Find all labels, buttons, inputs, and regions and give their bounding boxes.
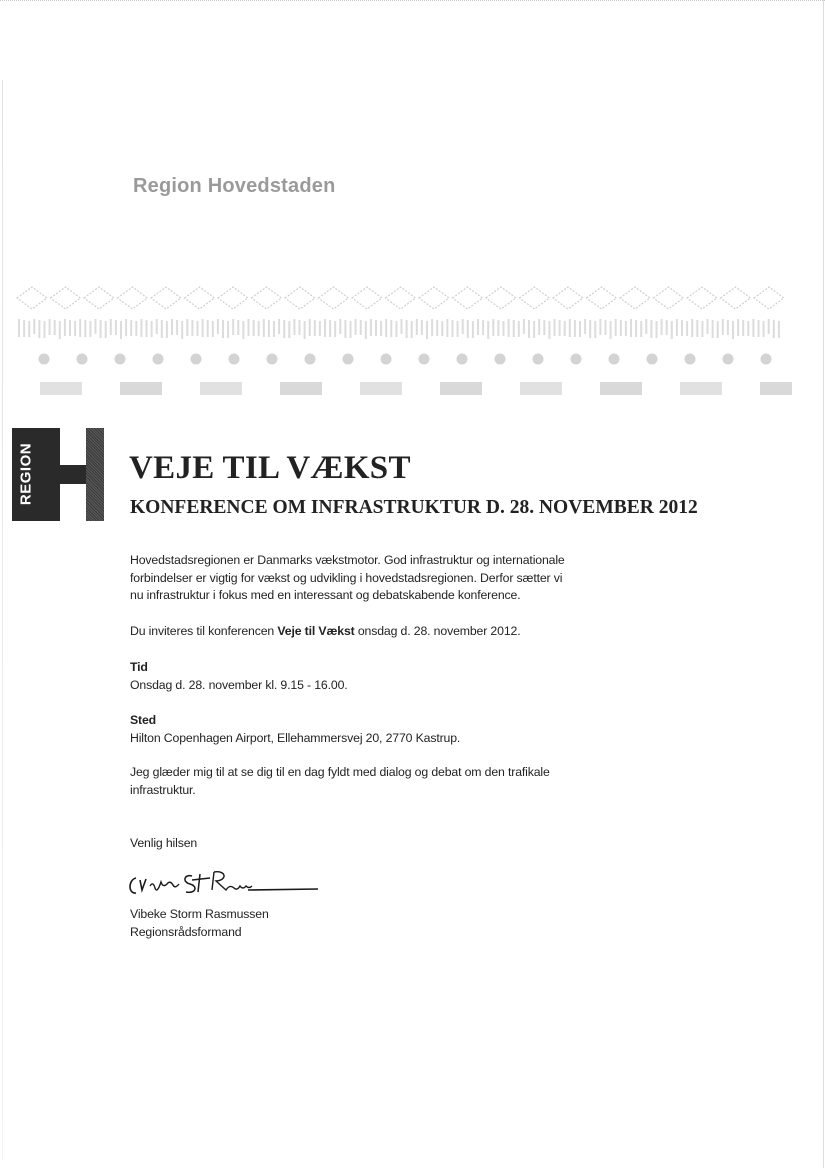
pattern-bar — [625, 321, 627, 336]
pattern-bar — [18, 319, 20, 337]
pattern-bar — [441, 321, 443, 336]
handwritten-signature — [126, 866, 326, 900]
pattern-bar — [105, 321, 107, 338]
pattern-bar — [273, 321, 275, 337]
pattern-bar — [59, 321, 61, 339]
pattern-bar — [329, 320, 331, 337]
pattern-bar — [503, 321, 505, 336]
pattern-bar — [161, 320, 163, 338]
pattern-bar — [599, 319, 601, 335]
pattern-bar — [722, 319, 724, 335]
pattern-bar — [232, 319, 234, 335]
pattern-diamond — [84, 287, 114, 309]
document-title: VEJE TIL VÆKST — [129, 450, 411, 486]
pattern-bar — [513, 320, 515, 337]
pattern-bar — [605, 320, 607, 335]
logo-h-right-stroke — [86, 428, 104, 521]
pattern-bar — [253, 320, 255, 336]
pattern-bar — [610, 321, 612, 339]
pattern-bar — [171, 319, 173, 335]
pattern-diamond — [319, 287, 349, 309]
pattern-bar — [533, 321, 535, 338]
pattern-bar — [319, 321, 321, 336]
pattern-diamond — [185, 287, 215, 309]
pattern-bar — [696, 320, 698, 337]
pattern-bar — [360, 320, 362, 335]
pattern-bar — [406, 320, 408, 338]
pattern-bar — [49, 319, 51, 335]
pattern-block — [600, 382, 642, 395]
pattern-dot — [419, 354, 430, 365]
time-value: Onsdag d. 28. november kl. 9.15 - 16.00. — [130, 677, 348, 692]
pattern-bar — [100, 320, 102, 338]
intro-line: Hovedstadsregionen er Danmarks vækstmotor. God infrastruktur og internationale — [130, 553, 565, 567]
pattern-bar — [130, 320, 132, 336]
pattern-bar — [89, 321, 91, 337]
pattern-dot — [647, 354, 658, 365]
pattern-block — [280, 382, 322, 395]
pattern-bar — [110, 319, 112, 335]
pattern-bar — [472, 321, 474, 338]
pattern-bar — [635, 320, 637, 337]
intro-line: forbindelser er vigtig for vækst og udvikling i hovedstadsregionen. Derfor sætter vi — [130, 570, 563, 585]
pattern-bar — [222, 320, 224, 338]
pattern-bar — [324, 319, 326, 337]
pattern-bar — [146, 320, 148, 337]
pattern-bar — [518, 321, 520, 337]
pattern-diamond — [553, 287, 583, 309]
pattern-bar — [681, 320, 683, 336]
pattern-bar — [462, 319, 464, 334]
pattern-bar — [115, 320, 117, 335]
pattern-bar — [712, 320, 714, 338]
pattern-dot — [115, 354, 126, 365]
pattern-bar — [477, 319, 479, 335]
organization-header: Region Hovedstaden — [133, 175, 336, 197]
pattern-bar — [426, 321, 428, 339]
pattern-bar — [344, 320, 346, 338]
pattern-bar — [278, 319, 280, 334]
closing-line: Jeg glæder mig til at se dig til en dag fyldt med dialog og debat om den trafikale — [130, 765, 550, 779]
pattern-bar — [242, 321, 244, 339]
pattern-dot — [761, 354, 772, 365]
pattern-dot — [723, 354, 734, 365]
pattern-bar — [528, 320, 530, 338]
pattern-dot — [685, 354, 696, 365]
pattern-block — [680, 382, 722, 395]
pattern-diamond — [453, 287, 483, 309]
pattern-bar — [492, 319, 494, 336]
pattern-block — [360, 382, 402, 395]
pattern-bar — [299, 320, 301, 335]
place-label: Sted — [130, 713, 157, 727]
pattern-dot — [191, 354, 202, 365]
pattern-bar — [436, 320, 438, 336]
pattern-bar — [707, 319, 709, 334]
pattern-dot — [571, 354, 582, 365]
pattern-bar — [135, 321, 137, 336]
pattern-bar — [191, 320, 193, 336]
pattern-bar — [151, 321, 153, 337]
pattern-bar — [747, 321, 749, 336]
pattern-dot — [229, 354, 240, 365]
document-subtitle: KONFERENCE OM INFRASTRUKTUR D. 28. NOVEMBER 2012 — [130, 497, 698, 518]
pattern-diamond — [620, 287, 650, 309]
decorative-pattern-band — [14, 278, 792, 403]
signer-name: Vibeke Storm Rasmussen — [130, 907, 269, 921]
pattern-bar — [579, 321, 581, 337]
closing-paragraph — [130, 764, 610, 799]
pattern-bar — [79, 319, 81, 337]
pattern-dot — [39, 354, 50, 365]
pattern-bar — [314, 320, 316, 336]
pattern-diamond — [118, 287, 148, 309]
closing-line: infrastruktur. — [130, 782, 196, 797]
pattern-bar — [33, 319, 35, 334]
intro-line: nu infrastruktur i fokus med en interessant og debatskabende konference. — [130, 588, 521, 602]
pattern-bar — [564, 321, 566, 336]
pattern-bar — [661, 319, 663, 335]
pattern-bar — [569, 319, 571, 337]
pattern-dot — [267, 354, 278, 365]
invitation-text-before: Du inviteres til konferencen — [130, 624, 278, 638]
pattern-bar — [64, 319, 66, 336]
pattern-bar — [401, 319, 403, 334]
pattern-diamond — [486, 287, 516, 309]
pattern-bar — [380, 321, 382, 336]
pattern-bar — [309, 319, 311, 336]
pattern-bar — [691, 319, 693, 337]
pattern-diamond — [520, 287, 550, 309]
pattern-bar — [339, 319, 341, 334]
pattern-bar — [38, 320, 40, 338]
pattern-bar — [686, 321, 688, 336]
pattern-bar — [457, 321, 459, 337]
time-label: Tid — [130, 660, 148, 674]
pattern-bar — [120, 321, 122, 339]
pattern-diamond — [252, 287, 282, 309]
pattern-bar — [482, 320, 484, 335]
intro-paragraph — [130, 552, 610, 605]
pattern-bar — [156, 319, 158, 334]
pattern-block — [440, 382, 482, 395]
pattern-bar — [237, 320, 239, 335]
pattern-bar — [467, 320, 469, 338]
pattern-bar — [431, 319, 433, 336]
logo-text-panel — [12, 428, 40, 521]
pattern-bar — [74, 321, 76, 336]
pattern-bar — [258, 321, 260, 336]
pattern-bar — [656, 321, 658, 338]
pattern-bar — [671, 321, 673, 339]
pattern-bar — [54, 320, 56, 335]
pattern-diamond — [352, 287, 382, 309]
pattern-diamond — [17, 287, 47, 309]
pattern-block — [200, 382, 242, 395]
pattern-bar — [334, 321, 336, 337]
pattern-diamond — [51, 287, 81, 309]
pattern-bar — [523, 319, 525, 334]
pattern-bar — [574, 320, 576, 337]
pattern-bar — [763, 321, 765, 337]
pattern-bar — [676, 319, 678, 336]
pattern-bar — [543, 320, 545, 335]
pattern-bar — [497, 320, 499, 336]
pattern-diamond — [754, 287, 784, 309]
pattern-bar — [737, 319, 739, 336]
pattern-bar — [28, 321, 30, 337]
pattern-bar — [69, 320, 71, 336]
pattern-dot — [77, 354, 88, 365]
time-section — [130, 659, 610, 694]
pattern-bar — [620, 320, 622, 336]
pattern-bar — [304, 321, 306, 339]
pattern-bar — [166, 321, 168, 338]
pattern-dot — [305, 354, 316, 365]
pattern-bar — [554, 319, 556, 336]
pattern-bar — [84, 320, 86, 337]
pattern-bar — [589, 320, 591, 338]
pattern-bar — [202, 319, 204, 337]
pattern-bar — [640, 321, 642, 337]
pattern-bar — [288, 321, 290, 338]
pattern-bar — [559, 320, 561, 336]
pattern-bar — [181, 321, 183, 339]
pattern-dot — [381, 354, 392, 365]
greeting: Venlig hilsen — [130, 836, 198, 850]
scan-edge-top — [0, 0, 825, 7]
pattern-bar — [758, 320, 760, 337]
pattern-block — [40, 382, 82, 395]
invitation-text-after: onsdag d. 28. november 2012. — [354, 624, 521, 638]
pattern-bar — [446, 319, 448, 337]
pattern-bar — [44, 321, 46, 338]
pattern-bar — [176, 320, 178, 335]
pattern-diamond — [386, 287, 416, 309]
pattern-diamond — [285, 287, 315, 309]
pattern-bar — [411, 321, 413, 338]
pattern-diamond — [419, 287, 449, 309]
pattern-bar — [197, 321, 199, 336]
pattern-bar — [650, 320, 652, 338]
pattern-bar — [263, 319, 265, 337]
pattern-bar — [268, 320, 270, 337]
pattern-bar — [701, 321, 703, 337]
pattern-dot — [609, 354, 620, 365]
region-logo — [12, 428, 104, 521]
pattern-dot — [343, 354, 354, 365]
pattern-bar — [594, 321, 596, 338]
scan-edge-left — [2, 80, 3, 1160]
pattern-bar — [421, 320, 423, 335]
pattern-bar — [370, 319, 372, 336]
pattern-bar — [390, 320, 392, 337]
logo-h-left-stroke — [40, 428, 60, 521]
pattern-bar — [666, 320, 668, 335]
pattern-bar — [227, 321, 229, 338]
pattern-bar — [778, 321, 780, 338]
pattern-bar — [395, 321, 397, 337]
pattern-bar — [452, 320, 454, 337]
pattern-bar — [768, 319, 770, 334]
pattern-diamond — [151, 287, 181, 309]
pattern-bar — [375, 320, 377, 336]
pattern-dot — [533, 354, 544, 365]
pattern-bar — [365, 321, 367, 339]
pattern-diamond — [218, 287, 248, 309]
pattern-diamond — [587, 287, 617, 309]
pattern-bar — [140, 319, 142, 337]
pattern-bar — [95, 319, 97, 334]
pattern-bar — [548, 321, 550, 339]
pattern-bar — [212, 321, 214, 337]
pattern-bar — [645, 319, 647, 334]
pattern-bar — [355, 319, 357, 335]
signer-block — [130, 906, 610, 941]
pattern-bar — [487, 321, 489, 339]
pattern-bar — [350, 321, 352, 338]
pattern-bar — [207, 320, 209, 337]
pattern-bar — [283, 320, 285, 338]
place-value: Hilton Copenhagen Airport, Ellehammersvej 20, 2770 Kastrup. — [130, 730, 461, 745]
pattern-block — [760, 382, 792, 395]
pattern-bar — [23, 320, 25, 337]
pattern-dot — [457, 354, 468, 365]
pattern-bar — [615, 319, 617, 336]
pattern-block — [520, 382, 562, 395]
pattern-bar — [217, 319, 219, 334]
pattern-bar — [742, 320, 744, 336]
scan-edge-right — [823, 0, 824, 1168]
pattern-bar — [727, 320, 729, 335]
pattern-bar — [584, 319, 586, 334]
pattern-dot — [153, 354, 164, 365]
pattern-diamond — [687, 287, 717, 309]
pattern-bar — [773, 320, 775, 338]
pattern-bar — [293, 319, 295, 335]
signer-title: Regionsrådsformand — [130, 924, 242, 939]
conference-name: Veje til Vækst — [277, 624, 355, 638]
pattern-bar — [125, 319, 127, 336]
pattern-bar — [508, 319, 510, 337]
pattern-diamond — [721, 287, 751, 309]
pattern-bar — [186, 319, 188, 336]
pattern-bar — [385, 319, 387, 337]
pattern-bar — [248, 319, 250, 336]
logo-h-crossbar — [60, 465, 86, 484]
pattern-bar — [752, 319, 754, 337]
pattern-bar — [732, 321, 734, 339]
pattern-bar — [416, 319, 418, 335]
logo-text: REGION — [17, 442, 35, 506]
pattern-bar — [717, 321, 719, 338]
pattern-diamond — [654, 287, 684, 309]
place-section — [130, 712, 610, 747]
pattern-bar — [630, 319, 632, 337]
pattern-bar — [538, 319, 540, 335]
pattern-block — [120, 382, 162, 395]
pattern-dot — [495, 354, 506, 365]
invitation-paragraph — [130, 623, 610, 641]
